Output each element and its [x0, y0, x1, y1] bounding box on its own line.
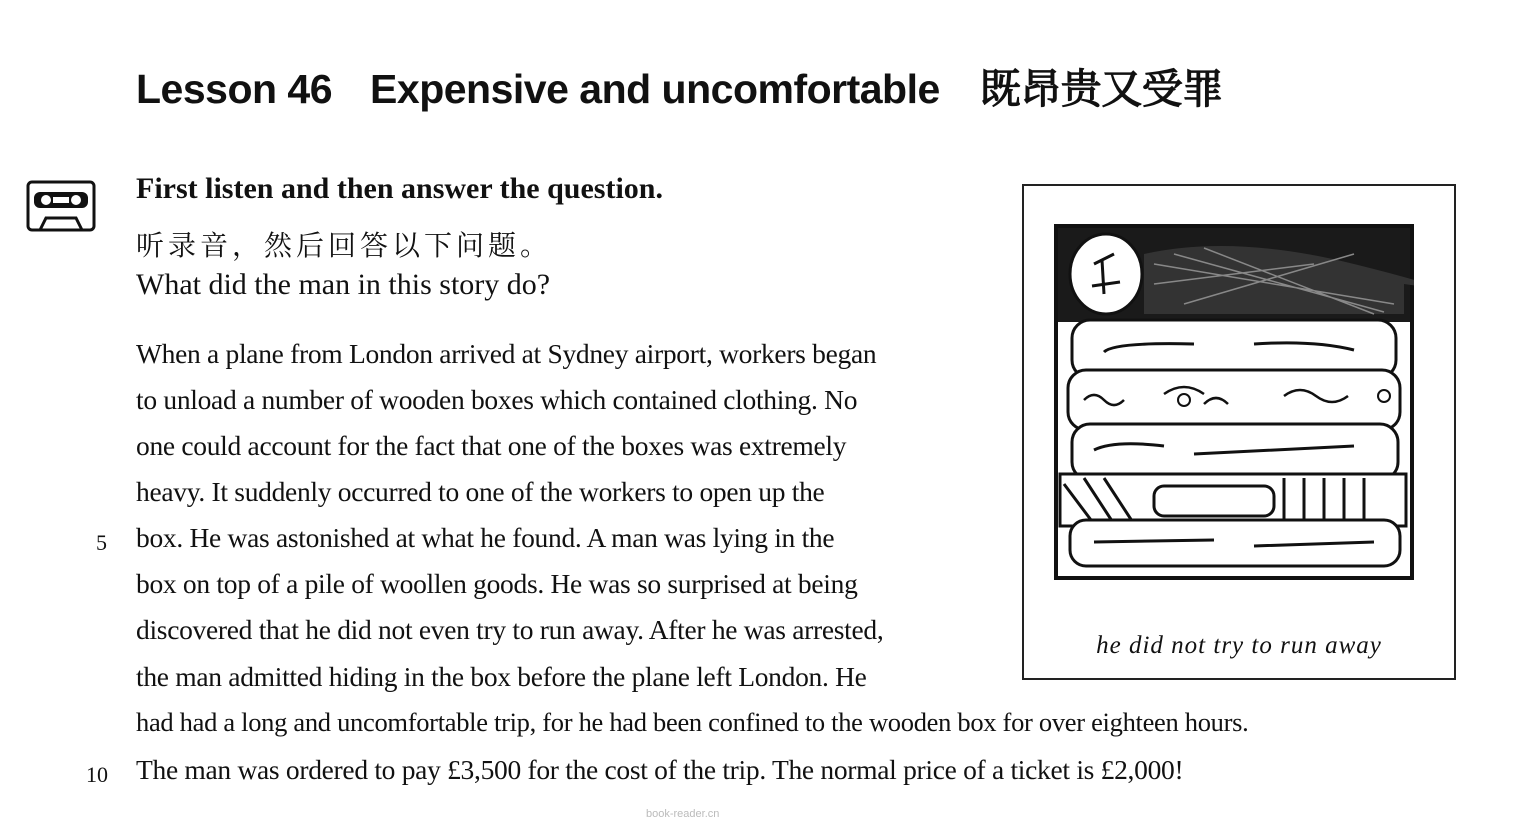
passage-line: heavy. It suddenly occurred to one of the workers to open up the [136, 476, 825, 507]
instruction-text-cn: 听录音，然后回答以下问题。 [136, 229, 553, 262]
passage-line: When a plane from London arrived at Sydney airport, workers began [136, 338, 877, 369]
passage-line: one could account for the fact that one of the boxes was extremely [136, 430, 847, 461]
passage-line: box. He was astonished at what he found. A man was lying in the [136, 522, 835, 553]
instruction-text: First listen and then answer the question. [136, 172, 663, 205]
lesson-title-cn: 既昂贵又受罪 [979, 65, 1223, 113]
question-text: What did the man in this story do? [136, 268, 551, 301]
illustration-caption: he did not try to run away [1096, 632, 1382, 659]
passage-line: discovered that he did not even try to run away. After he was arrested, [136, 614, 884, 645]
passage-line: had had a long and uncomfortable trip, for he had been confined to the wooden box for over eighteen hours. [136, 707, 1249, 737]
lesson-title [136, 56, 1223, 115]
line-number: 10 [86, 762, 108, 787]
watermark-text: book-reader.cn [646, 808, 720, 820]
passage-line: The man was ordered to pay £3,500 for the cost of the trip. The normal price of a ticket is £2,000! [136, 754, 1184, 785]
passage-line: the man admitted hiding in the box before the plane left London. He [136, 661, 867, 692]
line-number: 5 [96, 530, 107, 555]
lesson-number: Lesson 46 [136, 66, 333, 112]
lesson-title-en: Expensive and uncomfortable [370, 66, 940, 112]
passage-line: box on top of a pile of woollen goods. He was so surprised at being [136, 568, 858, 599]
cassette-tape-icon [26, 180, 96, 232]
passage-line: to unload a number of wooden boxes which contained clothing. No [136, 384, 858, 415]
illustration-man-in-box [1054, 224, 1414, 580]
illustration-frame [1022, 184, 1456, 680]
